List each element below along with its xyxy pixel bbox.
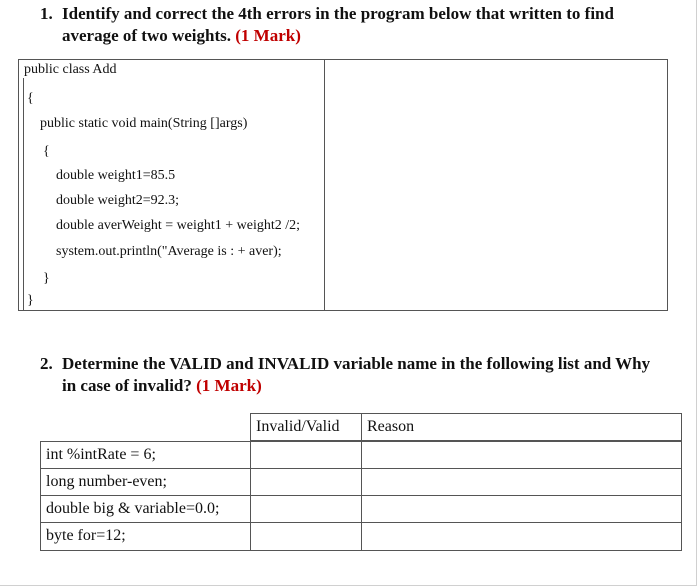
code-line: } (43, 271, 50, 286)
question-1-number: 1. (40, 4, 53, 23)
table-row-variable: int %intRate = 6; (40, 441, 251, 469)
question-1-line2: average of two weights. (1 Mark) (62, 26, 301, 45)
code-line: { (43, 144, 50, 159)
code-line: double weight2=92.3; (56, 193, 179, 208)
answer-cell[interactable] (325, 60, 667, 310)
question-2-number: 2. (40, 354, 53, 373)
table-cell-validity[interactable] (250, 468, 362, 496)
code-cell-divider (23, 78, 24, 310)
table-cell-reason[interactable] (361, 522, 682, 551)
table-row-variable: byte for=12; (40, 522, 251, 551)
table-cell-validity[interactable] (250, 522, 362, 551)
table-cell-reason[interactable] (361, 495, 682, 523)
code-table (18, 59, 668, 311)
code-line: public class Add (24, 62, 117, 77)
question-1-mark: (1 Mark) (235, 26, 301, 45)
question-2-mark: (1 Mark) (196, 376, 262, 395)
header-reason: Reason (361, 413, 682, 441)
code-line: { (27, 91, 34, 106)
table-row-variable: double big & variable=0.0; (40, 495, 251, 523)
question-2-line1: Determine the VALID and INVALID variable name in the following list and Why (62, 354, 651, 373)
code-line: system.out.println("Average is : + aver); (56, 244, 282, 259)
code-cell (19, 60, 325, 310)
variable-table (40, 413, 682, 553)
header-invalid-valid: Invalid/Valid (250, 413, 362, 441)
table-cell-reason[interactable] (361, 441, 682, 469)
question-1-line1: Identify and correct the 4th errors in the program below that written to find (62, 4, 614, 23)
question-2-line2: in case of invalid? (1 Mark) (62, 376, 262, 395)
code-line: double averWeight = weight1 + weight2 /2; (56, 218, 301, 233)
table-row-variable: long number-even; (40, 468, 251, 496)
table-cell-validity[interactable] (250, 441, 362, 469)
code-line: } (27, 293, 34, 308)
code-line: public static void main(String []args) (40, 116, 248, 131)
code-line: double weight1=85.5 (56, 168, 176, 183)
table-cell-validity[interactable] (250, 495, 362, 523)
table-cell-reason[interactable] (361, 468, 682, 496)
